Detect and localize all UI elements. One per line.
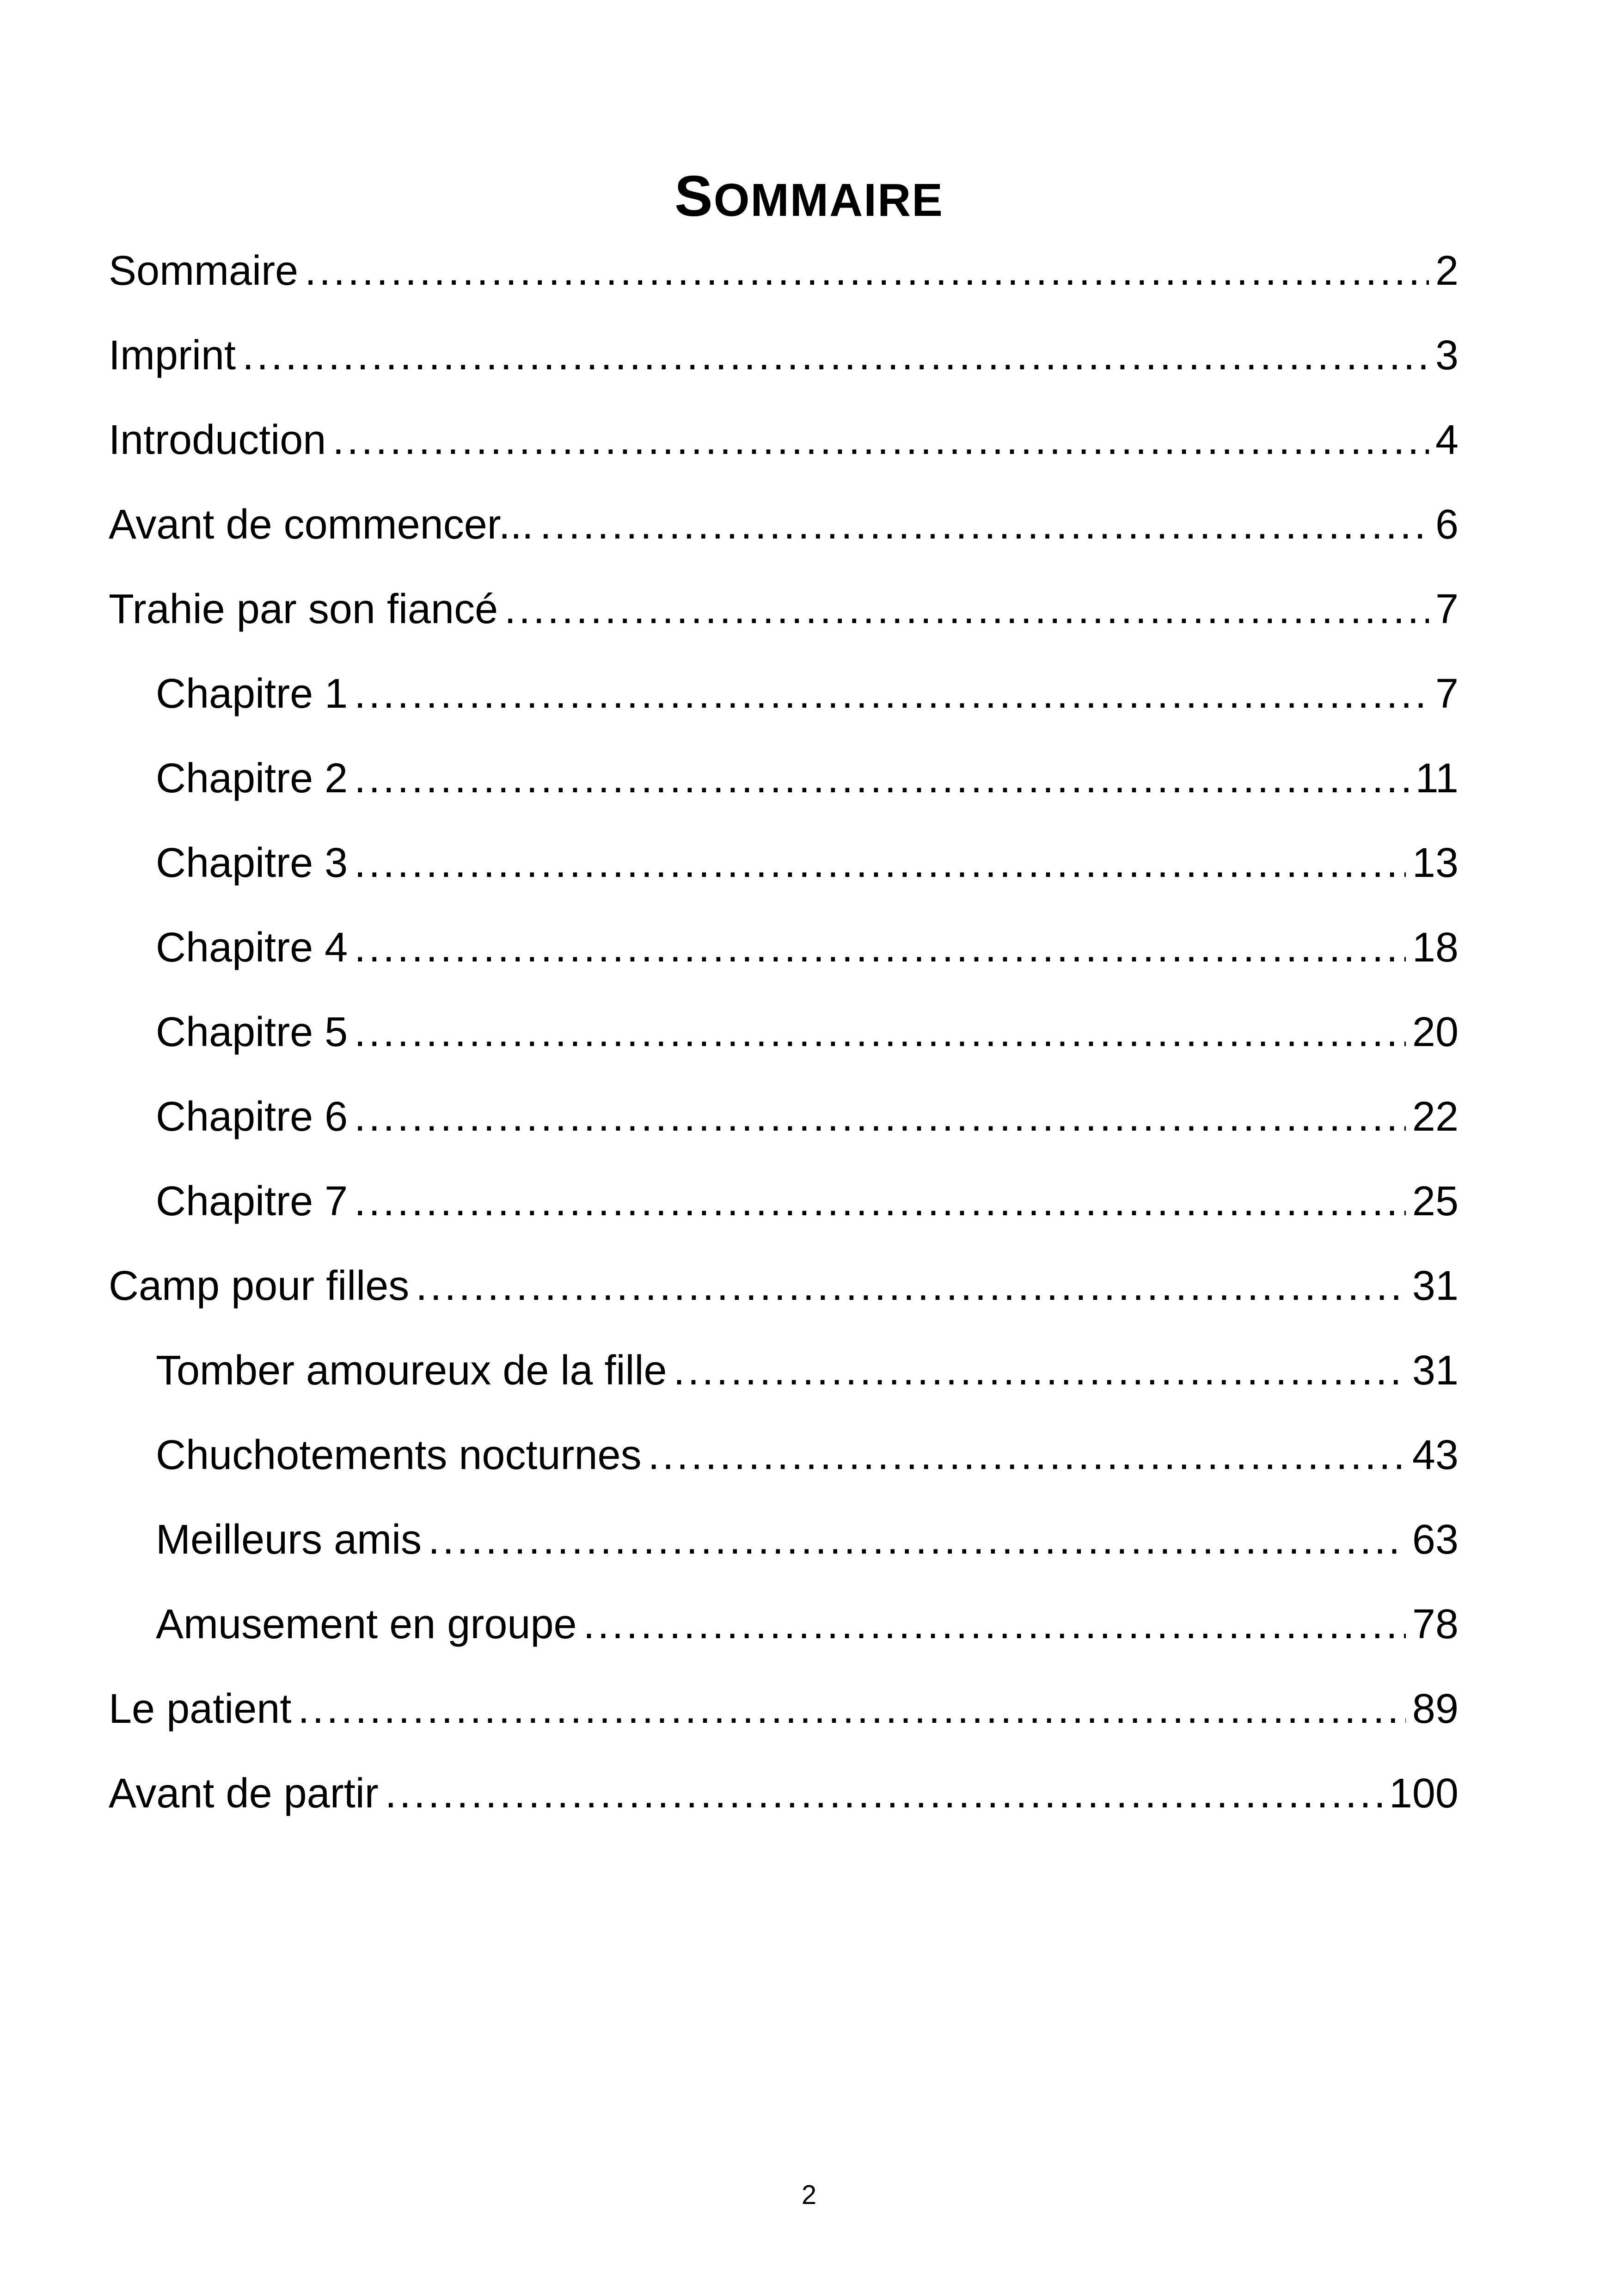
page-title: [0, 159, 1618, 237]
toc-entry[interactable]: [109, 1075, 1459, 1159]
toc-entry-page: 89: [1412, 1686, 1459, 1732]
toc-entry[interactable]: [109, 1667, 1459, 1751]
toc-entry-label: Sommaire: [109, 248, 299, 294]
toc-entry[interactable]: [109, 1751, 1459, 1836]
toc-entry-page: 43: [1412, 1432, 1459, 1478]
toc-entry-page: 78: [1412, 1601, 1459, 1647]
toc-dot-leader: [540, 483, 1429, 567]
table-of-contents: [109, 229, 1459, 1836]
toc-entry[interactable]: [109, 1159, 1459, 1244]
toc-entry-page: 7: [1435, 586, 1459, 632]
toc-entry-page: 2: [1435, 248, 1459, 294]
toc-dot-leader: [504, 567, 1429, 652]
toc-entry-label: Chapitre 5: [156, 1009, 348, 1055]
toc-entry-page: 31: [1412, 1347, 1459, 1394]
toc-entry-label: Trahie par son fiancé: [109, 586, 498, 632]
toc-entry-label: Tomber amoureux de la fille: [156, 1347, 667, 1394]
title-rest: OMMAIRE: [713, 174, 944, 227]
toc-entry-label: Chapitre 4: [156, 925, 348, 971]
toc-entry-page: 4: [1435, 417, 1459, 463]
toc-dot-leader: [242, 313, 1429, 398]
toc-entry[interactable]: [109, 652, 1459, 736]
toc-entry-label: Avant de partir: [109, 1770, 379, 1817]
toc-entry-label: Camp pour filles: [109, 1263, 410, 1309]
toc-entry-page: 63: [1412, 1517, 1459, 1563]
toc-dot-leader: [354, 736, 1409, 821]
toc-entry[interactable]: [109, 567, 1459, 652]
toc-entry-label: Meilleurs amis: [156, 1517, 422, 1563]
toc-entry-page: 18: [1412, 925, 1459, 971]
toc-entry-page: 31: [1412, 1263, 1459, 1309]
toc-entry[interactable]: [109, 906, 1459, 990]
toc-dot-leader: [305, 229, 1429, 313]
toc-entry-label: Chapitre 6: [156, 1094, 348, 1140]
toc-entry[interactable]: [109, 313, 1459, 398]
toc-entry-page: 22: [1412, 1094, 1459, 1140]
toc-entry-page: 20: [1412, 1009, 1459, 1055]
toc-dot-leader: [354, 821, 1406, 906]
toc-entry[interactable]: [109, 736, 1459, 821]
toc-dot-leader: [428, 1498, 1406, 1582]
toc-entry[interactable]: [109, 483, 1459, 567]
toc-entry-label: Chuchotements nocturnes: [156, 1432, 642, 1478]
toc-entry-label: Le patient: [109, 1686, 292, 1732]
toc-dot-leader: [354, 906, 1406, 990]
toc-dot-leader: [298, 1667, 1406, 1751]
toc-entry-page: 11: [1415, 755, 1459, 802]
toc-dot-leader: [332, 398, 1429, 483]
toc-entry-label: Chapitre 2: [156, 755, 348, 802]
toc-dot-leader: [674, 1329, 1406, 1413]
toc-entry-label: Imprint: [109, 332, 236, 379]
toc-entry[interactable]: [109, 1329, 1459, 1413]
toc-entry-label: Introduction: [109, 417, 326, 463]
toc-dot-leader: [416, 1244, 1406, 1329]
toc-entry[interactable]: [109, 1582, 1459, 1667]
toc-entry[interactable]: [109, 1498, 1459, 1582]
toc-entry[interactable]: [109, 990, 1459, 1075]
title-initial: S: [674, 165, 714, 229]
toc-entry-label: Chapitre 1: [156, 671, 348, 717]
toc-entry-page: 25: [1412, 1178, 1459, 1225]
toc-entry-page: 7: [1435, 671, 1459, 717]
toc-dot-leader: [354, 990, 1406, 1075]
toc-entry-page: 13: [1412, 840, 1459, 886]
toc-dot-leader: [648, 1413, 1406, 1498]
toc-entry-label: Chapitre 3: [156, 840, 348, 886]
page-number: 2: [801, 2180, 817, 2210]
toc-entry[interactable]: [109, 1244, 1459, 1329]
toc-entry-page: 100: [1389, 1770, 1459, 1817]
toc-dot-leader: [583, 1582, 1406, 1667]
toc-dot-leader: [385, 1751, 1383, 1836]
toc-entry-page: 6: [1435, 502, 1459, 548]
toc-entry-label: Avant de commencer...: [109, 502, 533, 548]
toc-entry[interactable]: [109, 398, 1459, 483]
toc-entry[interactable]: [109, 229, 1459, 313]
toc-dot-leader: [354, 1075, 1406, 1159]
toc-entry[interactable]: [109, 1413, 1459, 1498]
toc-dot-leader: [354, 1159, 1406, 1244]
toc-entry-page: 3: [1435, 332, 1459, 379]
toc-entry-label: Amusement en groupe: [156, 1601, 577, 1647]
toc-entry[interactable]: [109, 821, 1459, 906]
toc-dot-leader: [354, 652, 1429, 736]
toc-entry-label: Chapitre 7: [156, 1178, 348, 1225]
